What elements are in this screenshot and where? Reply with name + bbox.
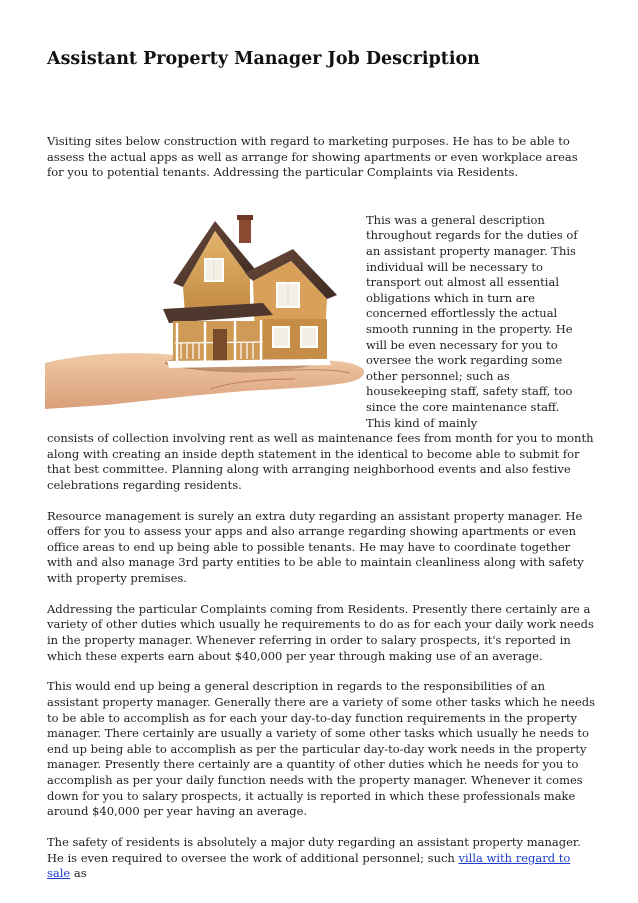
side-column-text: This was a general description throughout regards for the duties of an assistant property manager. This individual will be necessary to transport out almost all essential obligations which in turn are concerned effortlessly the actual smooth running in the property. He will be even necessary for you to oversee the work regarding some other personnel; such as housekeeping staff, safety staff, too since the core maintenance staff. This kind of mainly	[366, 212, 578, 430]
safety-text-end: as	[70, 866, 87, 881]
complaints-paragraph: Addressing the particular Complaints coming from Residents. Presently there certainly are a variety of other duties which usually he requirements to do as for each your daily work needs in the property manager. Whenever referring in order to salary prospects, it's reported in which these experts earn about $40,000 per year through making use of an average.	[47, 601, 594, 663]
intro-paragraph: Visiting sites below construction with regard to marketing purposes. He has to be able to assess the actual apps as well as arrange for showing apartments or even workplace areas for you to potential tenants. Addressing the particular Complaints via Residents.	[47, 134, 578, 180]
resource-management-paragraph: Resource management is surely an extra duty regarding an assistant property manager. He offers for you to assess your apps and also arrange regarding showing apartments or even office areas to end up being able to possible tenants. He may have to coordinate together with and also manage 3rd party entities to be able to maintain cleanliness along with safety with property premises.	[47, 508, 584, 586]
villa-for-sale-link[interactable]: villa with regard to sale	[47, 850, 571, 881]
safety-text-start: The safety of residents is absolutely a major duty regarding an assistant property manager. He is even required to oversee the work of additional personnel; such	[47, 834, 581, 865]
safety-paragraph	[47, 835, 597, 882]
general-description-paragraph: This would end up being a general description in regards to the responsibilities of an assistant property manager. Generally there are a variety of some other tasks which he needs to be able to accomplish as for each your day-to-day function requirements in the property manager. There certainly are usually a variety of some other tasks which usually he needs to end up being able to accomplish as per the particular day-to-day work needs in the property manager. Presently there certainly are a quantity of other duties which he needs for you to accomplish as per your daily function needs with the property manager. Whenever it comes down for you to salary prospects, it actually is reported in which these professionals make around $40,000 per year having an average.	[47, 679, 596, 819]
house-in-hand-icon	[45, 213, 366, 409]
document-body	[47, 134, 597, 897]
side-continued-paragraph: consists of collection involving rent as well as maintenance fees from month for you to month along with creating an inside depth statement in the identical to become able to submit for that best committee. Planning along with arranging neighborhood events and also festive celebrations regarding residents.	[47, 431, 594, 492]
page-title: Assistant Property Manager Job Description	[47, 49, 480, 69]
